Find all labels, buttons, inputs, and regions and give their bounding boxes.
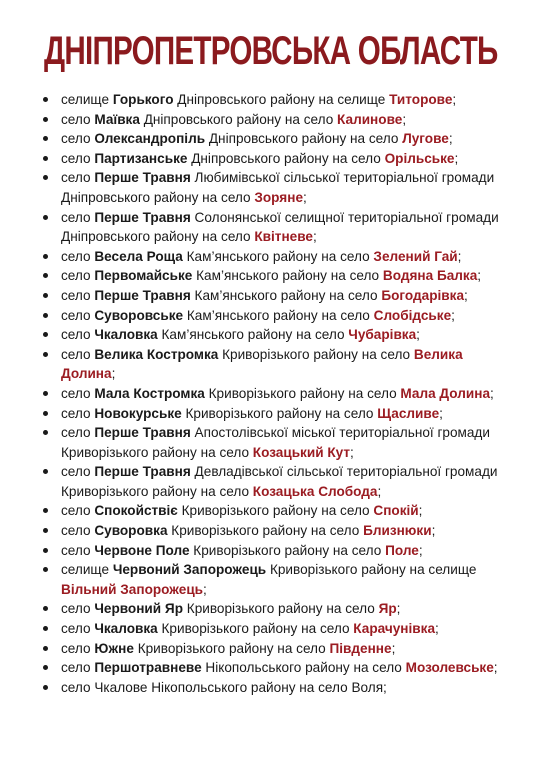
old-name: Червоний Яр	[94, 601, 183, 617]
list-item	[34, 678, 504, 698]
new-name: Поле	[385, 542, 419, 558]
item-suffix: ;	[431, 523, 436, 539]
item-middle: Дніпровського району на селище	[173, 92, 390, 107]
item-suffix: ;	[477, 268, 482, 284]
item-suffix: ;	[435, 621, 439, 637]
item-middle: Криворізького району на село	[204, 385, 401, 401]
item-middle: Кам’янського району на село	[183, 307, 374, 323]
item-middle: Криворізького району на селище	[266, 562, 477, 578]
new-name: Зоряне	[254, 189, 304, 205]
item-prefix: селище	[61, 562, 113, 578]
item-suffix: ;	[490, 385, 494, 401]
new-name: Козацький Кут	[252, 444, 351, 460]
item-middle: Криворізького району на село	[189, 542, 386, 558]
list-item	[34, 129, 504, 149]
old-name: Червоне Поле	[94, 542, 190, 558]
new-name: Спокій	[373, 503, 419, 519]
item-prefix: село	[61, 464, 95, 480]
old-name: Чкаловка	[94, 621, 158, 637]
old-name: Новокурське	[94, 405, 182, 421]
item-prefix: село	[61, 150, 95, 166]
list-item	[34, 462, 504, 501]
item-suffix: ;	[493, 660, 498, 676]
new-name: Козацька Слобода	[252, 483, 378, 499]
item-prefix: село	[61, 327, 95, 343]
item-middle: Нікопольського району на село	[201, 660, 406, 676]
new-name: Водяна Балка	[382, 268, 478, 284]
old-name: Суворовське	[94, 307, 184, 323]
bullet-icon	[43, 606, 48, 611]
new-name: Близнюки	[363, 523, 432, 539]
item-suffix: ;	[454, 150, 459, 166]
new-name: Квітневе	[254, 229, 313, 245]
new-name: Яр	[378, 601, 397, 617]
new-name: Зелений Гай	[373, 248, 458, 264]
item-middle: Криворізького району на село	[218, 346, 414, 362]
list-item	[34, 286, 504, 306]
item-middle: Криворізького району на село	[177, 503, 374, 519]
bullet-icon	[43, 548, 48, 553]
item-middle: Кам’янського району на село	[190, 287, 382, 303]
old-name: Перше Травня	[94, 287, 191, 303]
item-suffix: ;	[416, 327, 420, 343]
item-suffix: ;	[439, 405, 443, 421]
list-item	[34, 325, 504, 345]
old-name: Велика Костромка	[94, 346, 219, 362]
new-name: Орільське	[384, 150, 455, 166]
new-name: Мала Долина	[400, 385, 491, 401]
bullet-icon	[43, 567, 48, 572]
old-name: Мала Костромка	[94, 385, 205, 401]
list-item	[34, 208, 504, 247]
old-name: Олександропіль	[94, 131, 206, 147]
item-middle: Дніпровського району на село	[139, 111, 338, 127]
item-suffix: ;	[203, 581, 207, 597]
item-middle: Дніпровського району на село	[205, 131, 403, 147]
item-prefix: село	[61, 248, 95, 264]
item-prefix: село	[61, 425, 95, 441]
list-item	[34, 168, 504, 207]
item-middle: Криворізького району на село	[181, 405, 378, 421]
item-middle: Апостолівської міської територіальної громади Криворізького району на село	[61, 425, 490, 460]
new-name: Мозолевське	[405, 660, 494, 676]
new-name: Богодарівка	[381, 287, 465, 303]
bullet-icon	[43, 117, 48, 122]
item-suffix: ;	[396, 601, 401, 617]
bullet-icon	[43, 528, 48, 533]
list-item	[34, 247, 504, 267]
item-middle: Солонянської селищної територіальної громади Дніпровського району на село	[61, 209, 499, 245]
old-name: Перше Травня	[94, 425, 191, 441]
item-prefix: село	[61, 621, 95, 637]
new-name: Велика Долина	[61, 346, 463, 382]
bullet-icon	[43, 646, 48, 651]
bullet-icon	[43, 508, 48, 513]
item-middle: Кам’янського району на село	[192, 268, 383, 284]
bullet-icon	[43, 97, 48, 102]
old-name: Чкаловка	[94, 327, 158, 343]
item-prefix: село	[61, 523, 95, 539]
list-item	[34, 266, 504, 286]
list-item	[34, 541, 504, 561]
item-middle: Дніпровського району на село	[187, 150, 385, 166]
new-name: Лугове	[402, 131, 449, 147]
list-item	[34, 423, 504, 462]
bullet-icon	[43, 156, 48, 161]
item-suffix: ;	[111, 366, 116, 382]
renaming-list	[34, 90, 504, 697]
item-suffix: ;	[451, 307, 455, 323]
bullet-icon	[43, 293, 48, 298]
list-item	[34, 501, 504, 521]
new-name: Карачунівка	[353, 621, 436, 637]
item-middle: Кам’янського району на село	[182, 248, 374, 264]
item-prefix: село	[61, 287, 95, 303]
bullet-icon	[43, 254, 48, 259]
list-item	[34, 110, 504, 130]
list-item	[34, 404, 504, 424]
item-prefix: село	[61, 209, 95, 225]
bullet-icon	[43, 175, 48, 180]
item-prefix: село Чкалове Нікопольського району на село Воля;	[61, 679, 387, 695]
old-name: Перше Травня	[94, 464, 191, 480]
item-prefix: село	[61, 405, 95, 421]
item-prefix: село	[61, 660, 95, 676]
new-name: Титорове	[389, 92, 453, 107]
old-name: Первомайське	[94, 268, 193, 284]
item-suffix: ;	[303, 189, 307, 205]
list-item	[34, 384, 504, 404]
old-name: Маївка	[94, 111, 140, 127]
list-item	[34, 639, 504, 659]
list-item	[34, 599, 504, 619]
bullet-icon	[43, 430, 48, 435]
item-middle: Любимівської сільської територіальної громади Дніпровського району на село	[61, 170, 495, 205]
item-suffix: ;	[377, 483, 382, 499]
item-middle: Криворізького району на село	[157, 621, 354, 637]
item-prefix: селище	[61, 92, 113, 107]
new-name: Південне	[329, 640, 392, 656]
bullet-icon	[43, 332, 48, 337]
bullet-icon	[43, 391, 48, 396]
bullet-icon	[43, 352, 48, 357]
bullet-icon	[43, 411, 48, 416]
new-name: Калинове	[337, 111, 403, 127]
item-prefix: село	[61, 601, 95, 617]
item-middle: Девладівської сільської територіальної громади Криворізького району на село	[61, 464, 498, 499]
item-suffix: ;	[457, 248, 462, 264]
new-name: Слобідське	[373, 307, 452, 323]
item-prefix: село	[61, 346, 95, 362]
new-name: Чубарівка	[348, 327, 417, 343]
list-item	[34, 306, 504, 326]
bullet-icon	[43, 685, 48, 690]
old-name: Червоний Запорожець	[112, 562, 267, 578]
bullet-icon	[43, 136, 48, 141]
new-name: Щасливе	[377, 405, 440, 421]
item-prefix: село	[61, 268, 95, 284]
old-name: Суворовка	[94, 523, 168, 539]
bullet-icon	[43, 469, 48, 474]
item-middle: Криворізького району на село	[167, 523, 364, 539]
item-prefix: село	[61, 111, 95, 127]
item-suffix: ;	[312, 229, 317, 245]
old-name: Перше Травня	[94, 209, 191, 225]
item-middle: Кам’янського району на село	[157, 327, 349, 343]
old-name: Перше Травня	[94, 170, 191, 186]
old-name: Спокойствіє	[94, 503, 178, 519]
item-suffix: ;	[418, 542, 423, 558]
item-prefix: село	[61, 307, 95, 323]
item-prefix: село	[61, 170, 95, 186]
old-name: Партизанське	[94, 150, 188, 166]
item-suffix: ;	[452, 92, 457, 107]
bullet-icon	[43, 273, 48, 278]
item-prefix: село	[61, 542, 95, 558]
item-suffix: ;	[350, 444, 354, 460]
list-item	[34, 345, 504, 384]
bullet-icon	[43, 215, 48, 220]
list-item	[34, 560, 504, 599]
old-name: Першотравневе	[94, 660, 202, 676]
old-name: Горького	[112, 92, 174, 107]
item-suffix: ;	[391, 640, 396, 656]
item-middle: Криворізького району на село	[183, 601, 379, 617]
list-item	[34, 619, 504, 639]
page-title: ДНІПРОПЕТРОВСЬКА ОБЛАСТЬ	[44, 29, 498, 73]
old-name: Южне	[94, 640, 134, 656]
item-prefix: село	[61, 640, 95, 656]
item-suffix: ;	[402, 111, 407, 127]
list-item	[34, 521, 504, 541]
item-prefix: село	[61, 503, 95, 519]
bullet-icon	[43, 626, 48, 631]
new-name: Вільний Запорожець	[61, 581, 204, 597]
list-item	[34, 90, 504, 110]
item-suffix: ;	[464, 287, 468, 303]
item-prefix: село	[61, 385, 95, 401]
old-name: Весела Роща	[94, 248, 183, 264]
bullet-icon	[43, 665, 48, 670]
item-suffix: ;	[448, 131, 453, 147]
item-prefix: село	[61, 131, 95, 147]
bullet-icon	[43, 313, 48, 318]
item-suffix: ;	[418, 503, 423, 519]
list-item	[34, 149, 504, 169]
item-middle: Криворізького району на село	[133, 640, 330, 656]
list-item	[34, 658, 504, 678]
